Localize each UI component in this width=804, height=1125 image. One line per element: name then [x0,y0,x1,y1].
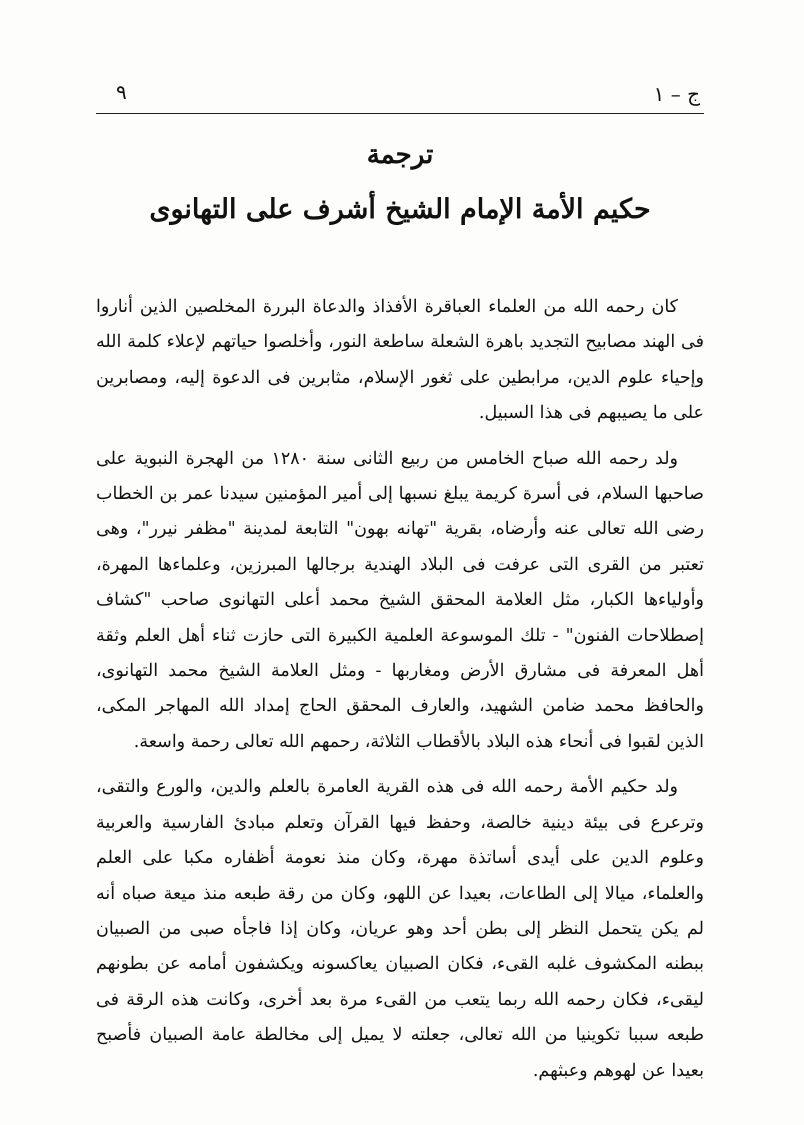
page-title: حكيم الأمة الإمام الشيخ أشرف على التهانوى [149,194,651,225]
paragraph-introduction: كان رحمه الله من العلماء العباقرة الأفذاذ والدعاة البررة المخلصين الذين أناروا فى الهند مصابيح التجديد باهرة الشعلة ساطعة النور، وأخلصوا حياتهم لإعلاء كلمة الله وإحياء علوم الدين، مرابطين على ثغور الإسلام، مثابرين فى الدعوة إليه، ومصابرين على ما يصيبهم فى هذا السبيل. [96,297,704,424]
volume-label: ج – ١ [653,82,700,106]
body-text [96,290,704,1099]
paragraph-upbringing: ولد حكيم الأمة رحمه الله فى هذه القرية العامرة بالعلم والدين، والورع والتقى، وترعرع فى بيئة دينية خالصة، وحفظ فيها القرآن وتعلم مبادئ الفارسية والعربية وعلوم الدين على أيدى أساتذة مهرة، وكان منذ نعومة أظفاره مكبا على العلم والعلماء، ميالا إلى الطاعات، بعيدا عن اللهو، وكان من رقة طبعه منذ ميعة صباه أنه لم يكن يتحمل النظر إلى بطن أحد وهو عريان، وكان إذا فاجأه صبى من الصبيان ببطنه المكشوف غلبه القىء، فكان الصبيان يعاكسونه ويكشفون أمامه عن بطونهم ليقىء، فكان رحمه الله ربما يتعب من القىء مرة بعد أخرى، وكانت هذه الرقة فى طبعه سببا تكوينيا من الله تعالى، جعلته لا يميل إلى مخالطة عامة الصبيان فأصبح بعيدا عن لهوهم وعبثهم. [96,777,704,1081]
running-header [96,80,704,116]
section-heading: ترجمة [366,140,434,170]
page-number: ٩ [116,80,127,104]
header-rule [96,113,704,114]
paragraph-birth: ولد رحمه الله صباح الخامس من ربيع الثانى سنة ١٢٨٠ من الهجرة النبوية على صاحبها السلام، فى أسرة كريمة يبلغ نسبها إلى أمير المؤمنين سيدنا عمر بن الخطاب رضى الله تعالى عنه وأرضاه، بقرية "تهانه بهون" التابعة لمدينة "مظفر نيرر"، وهى تعتبر من القرى التى عرفت فى البلاد الهندية برجالها المبرزين، وعلماءها المهرة، وأولياءها الكبار، مثل العلامة المحقق الشيخ محمد أعلى التهانوى صاحب "كشاف إصطلاحات الفنون" - تلك الموسوعة العلمية الكبيرة التى حازت ثناء أهل العلم وثقة أهل المعرفة فى مشارق الأرض ومغاربها - ومثل العلامة الشيخ محمد التهانوى، والحافظ محمد ضامن الشهيد، والعارف المحقق الحاج إمداد الله المهاجر المكى، الذين لقبوا فى أنحاء هذه البلاد بالأقطاب الثلاثة، رحمهم الله تعالى رحمة واسعة. [96,448,704,752]
